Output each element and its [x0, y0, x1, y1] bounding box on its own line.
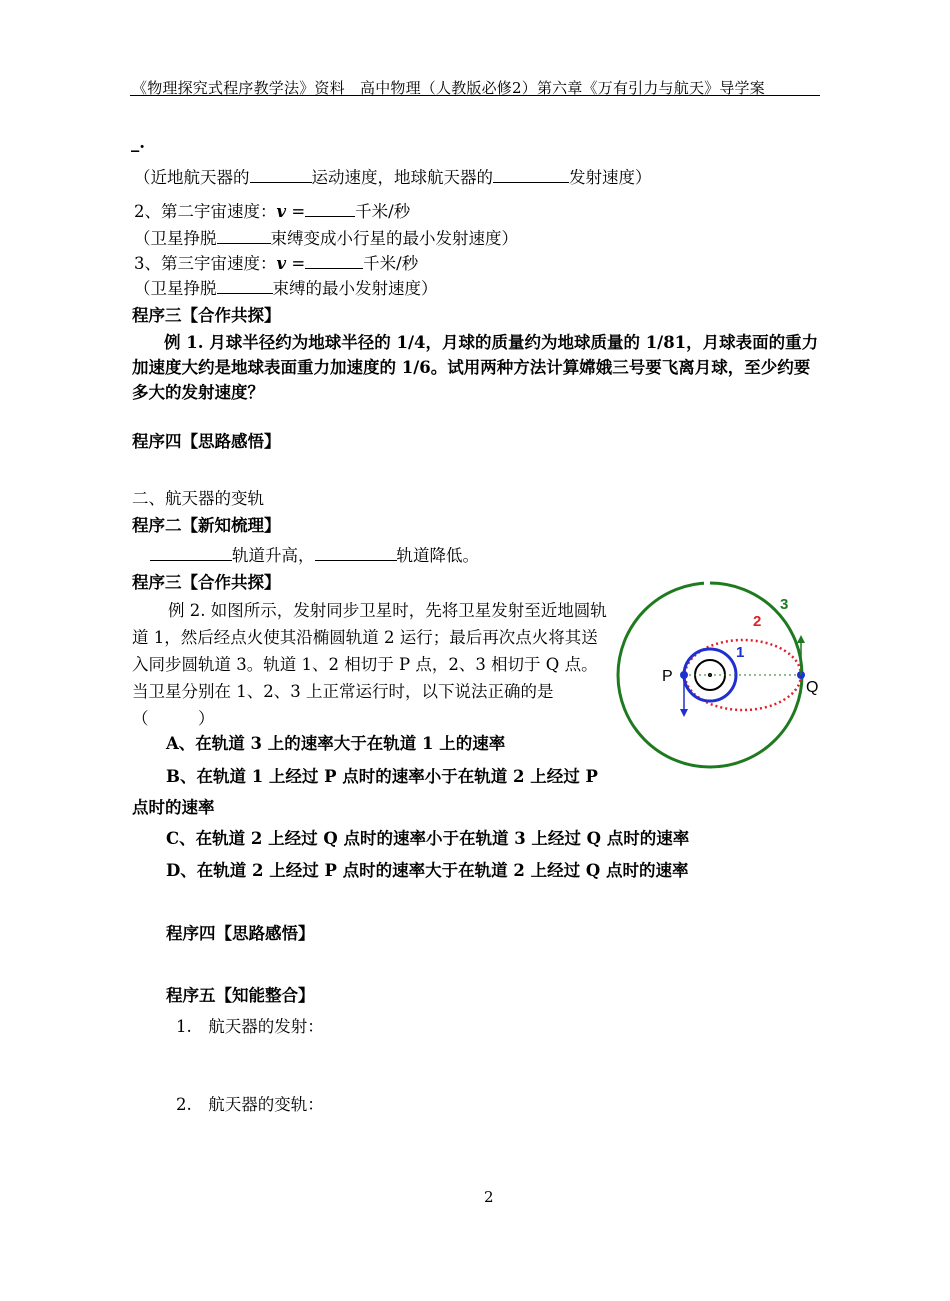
step3-heading-b: 程序三【合作共探】	[132, 573, 281, 592]
orbit-1-label: 1	[736, 644, 745, 661]
page-header: 《物理探究式程序教学法》资料 高中物理（人教版必修2）第六章《万有引力与航天》导学案	[132, 79, 765, 97]
point-q-label: Q	[806, 679, 819, 696]
blank-field	[217, 226, 271, 244]
velocity-arrow-q	[797, 635, 805, 643]
option-d: D、在轨道 2 上经过 P 点时的速率大于在轨道 2 上经过 Q 点时的速率	[166, 861, 689, 880]
second-cosmic-speed: 2、第二宇宙速度：v = 千米/秒	[134, 198, 410, 222]
third-speed-note: （卫星挣脱 束缚的最小发射速度）	[134, 275, 438, 299]
blank-field	[305, 251, 363, 269]
option-a: A、在轨道 3 上的速率大于在轨道 1 上的速率	[166, 734, 506, 753]
third-cosmic-speed: 3、第三宇宙速度：v = 千米/秒	[134, 250, 418, 274]
step5-heading: 程序五【知能整合】	[166, 986, 315, 1005]
point-p-label: P	[662, 668, 673, 685]
summary-item-2: 2. 航天器的变轨：	[176, 1095, 324, 1114]
header-rule	[130, 95, 820, 96]
orbit-3-label: 3	[780, 596, 789, 613]
step4-heading-b: 程序四【思路感悟】	[166, 924, 315, 943]
top-fragment: _.	[131, 133, 145, 152]
blank-field	[250, 165, 312, 183]
step2-heading: 程序二【新知梳理】	[132, 516, 281, 535]
option-b-continued: 点时的速率	[132, 798, 215, 817]
blank-field	[315, 543, 397, 561]
section2-title: 二、航天器的变轨	[132, 489, 264, 508]
blank-field	[493, 165, 569, 183]
summary-item-1: 1. 航天器的发射：	[176, 1017, 324, 1036]
example1-text: 例 1. 月球半径约为地球半径的 1/4，月球的质量约为地球质量的 1/81，月球表面的重力加速度大约是地球表面重力加速度的 1/6。试用两种方法计算嫦娥三号要飞离月球，至少约要多大的发射速度？	[132, 333, 819, 402]
velocity-arrow-p	[680, 709, 688, 717]
option-c: C、在轨道 2 上经过 Q 点时的速率小于在轨道 3 上经过 Q 点时的速率	[166, 829, 690, 848]
option-b: B、在轨道 1 上经过 P 点时的速率小于在轨道 2 上经过 P	[166, 767, 598, 786]
example2-text: 例 2. 如图所示，发射同步卫星时，先将卫星发射至近地圆轨道 1，然后经点火使其沿椭圆轨道 2 运行；最后再次点火将其送入同步圆轨道 3。轨道 1、2 相切于 P 点，2、3 相切于 Q 点。当卫星分别在 1、2、3 上正常运行时，以下说法正确的是（ ）	[132, 601, 607, 728]
page-number: 2	[484, 1188, 494, 1206]
step3-heading-a: 程序三【合作共探】	[132, 306, 281, 325]
second-speed-note: （卫星挣脱 束缚变成小行星的最小发射速度）	[134, 225, 518, 249]
orbit-diagram	[610, 575, 840, 775]
orbit-2-label: 2	[753, 613, 762, 630]
step4-heading-a: 程序四【思路感悟】	[132, 432, 281, 451]
blank-field	[217, 276, 273, 294]
near-earth-line: （近地航天器的 运动速度，地球航天器的 发射速度）	[134, 164, 652, 188]
blank-field	[150, 543, 232, 561]
blank-field	[305, 199, 355, 217]
orbit-change-line: 轨道升高， 轨道降低。	[150, 542, 479, 566]
